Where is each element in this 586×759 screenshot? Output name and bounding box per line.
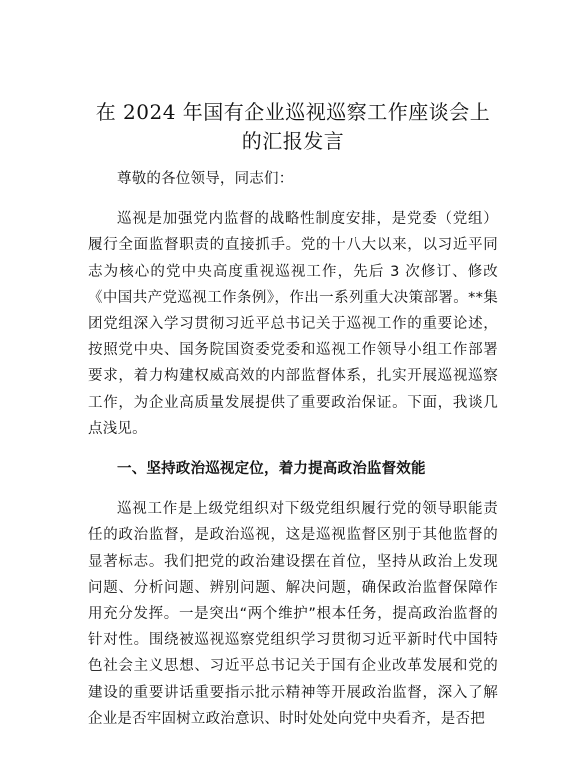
salutation: 尊敬的各位领导，同志们：	[117, 171, 294, 187]
section-paragraph: 巡视工作是上级党组织对下级党组织履行党的领导职能责任的政治监督，是政治巡视，这是巡视监督区别于其他监督的显著标志。我们把党的政治建设摆在首位，坚持从政治上发现问题、分析问题、辨别问题、解决问题，确保政治监督保障作用充分发挥。一是突出“两个维护”根本任务，提高政治监督的针对性。围绕被巡视巡察党组织学习贯彻习近平新时代中国特色社会主义思想、习近平总书记关于国有企业改革发展和党的建设的重要讲话重要指示批示精神等开展政治监督，深入了解企业是否牢固树立政治意识、时时处处向党中央看齐，是否把	[88, 501, 498, 727]
section-heading: 一、坚持政治巡视定位，着力提高政治监督效能	[117, 461, 426, 478]
document-body	[88, 166, 498, 746]
document-title: 在 2024 年国有企业巡视巡察工作座谈会上的汇报发言	[95, 100, 491, 153]
intro-paragraph: 巡视是加强党内监督的战略性制度安排，是党委（党组）履行全面监督职责的直接抓手。党的十八大以来，以习近平同志为核心的党中央高度重视巡视工作，先后 3 次修订、修改《中国共产党巡视工作条例》，作出一系列重大决策部署。**集团党组深入学习贯彻习近平总书记关于巡视工作的重要论述，按照党中央、国务院国资委党委和巡视工作领导小组工作部署要求，着力构建权威高效的内部监督体系，扎实开展巡视巡察工作，为企业高质量发展提供了重要政治保证。下面，我谈几点浅见。	[88, 211, 498, 437]
